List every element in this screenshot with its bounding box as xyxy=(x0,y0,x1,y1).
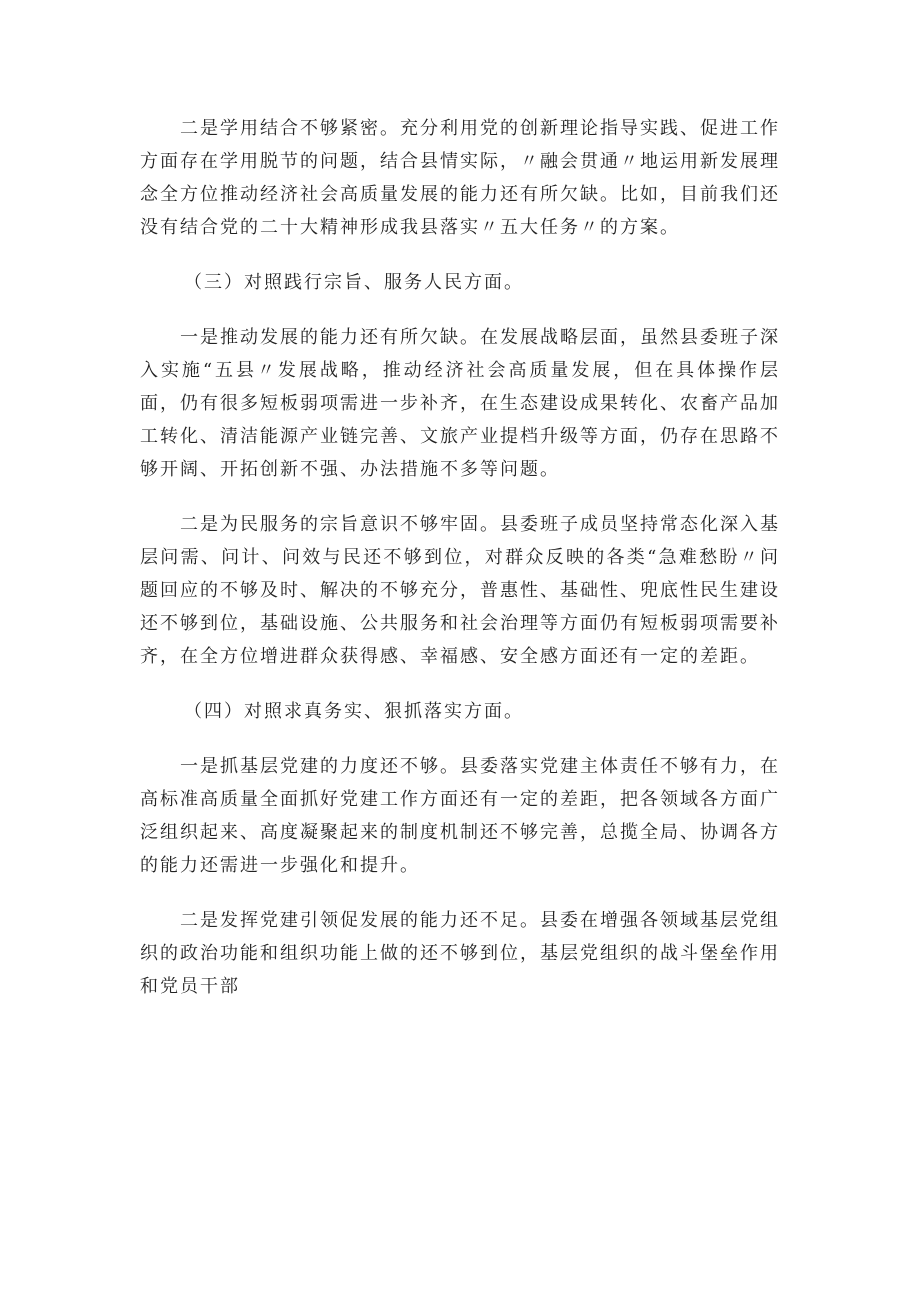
paragraph-development-ability: 一是推动发展的能力还有所欠缺。在发展战略层面，虽然县委班子深入实施“五县〃发展战略，推动经济社会高质量发展，但在具体操作层面，仍有很多短板弱项需进一步补齐，在生态建设成果转化、农畜产品加工转化、清洁能源产业链完善、文旅产业提档升级等方面，仍存在思路不够开阔、开拓创新不强、办法措施不多等问题。 xyxy=(140,327,780,480)
paragraph-grassroots-party-building: 一是抓基层党建的力度还不够。县委落实党建主体责任不够有力，在高标准高质量全面抓好党建工作方面还有一定的差距，把各领域各方面广泛组织起来、高度凝聚起来的制度机制还不够完善，总揽全局、协调各方的能力还需进一步强化和提升。 xyxy=(140,756,780,876)
section-heading-4: （四）对照求真务实、狠抓落实方面。 xyxy=(184,701,524,722)
paragraph-party-leading-development: 二是发挥党建引领促发展的能力还不足。县委在增强各领域基层党组织的政治功能和组织功能上做的还不够到位，基层党组织的战斗堡垒作用和党员干部 xyxy=(140,910,780,997)
paragraph-serve-people: 二是为民服务的宗旨意识不够牢固。县委班子成员坚持常态化深入基层问需、问计、问效与民还不够到位，对群众反映的各类“急难愁盼〃问题回应的不够及时、解决的不够充分，普惠性、基础性、兜底性民生建设还不够到位，基础设施、公共服务和社会治理等方面仍有短板弱项需要补齐，在全方位增进群众获得感、幸福感、安全感方面还有一定的差距。 xyxy=(140,514,780,667)
paragraph-study-application: 二是学用结合不够紧密。充分利用党的创新理论指导实践、促进工作方面存在学用脱节的问题，结合县情实际，〃融会贯通〃地运用新发展理念全方位推动经济社会高质量发展的能力还有所欠缺。比如，目前我们还没有结合党的二十大精神形成我县落实〃五大任务〃的方案。 xyxy=(140,118,780,238)
section-heading-3: （三）对照践行宗旨、服务人民方面。 xyxy=(184,272,524,293)
